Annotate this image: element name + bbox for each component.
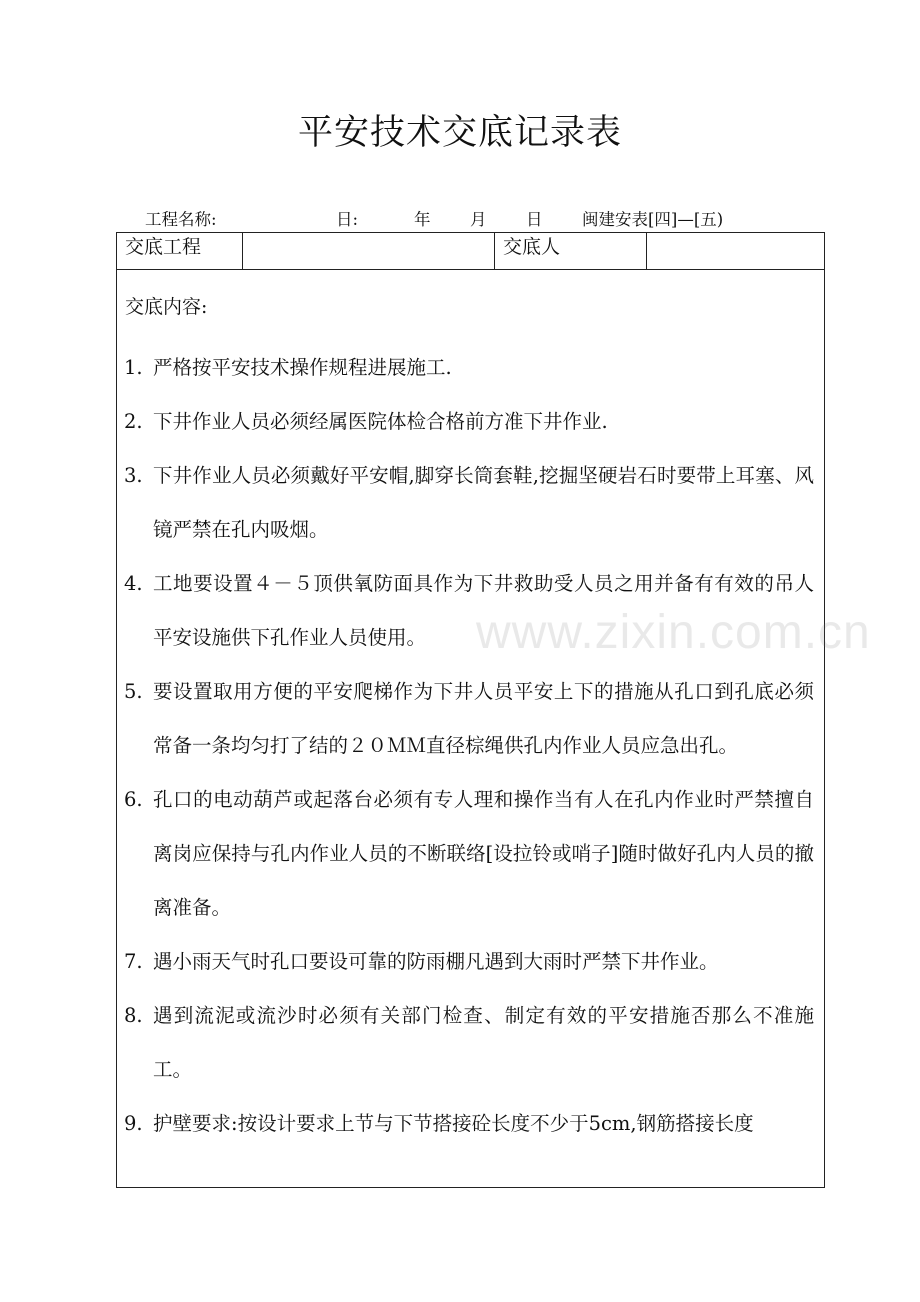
item-number: 3. xyxy=(124,464,143,487)
item-number: 2. xyxy=(124,410,143,433)
table-header-row xyxy=(117,233,824,270)
project-label-cell xyxy=(117,233,243,269)
item-text: 下井作业人员必须经属医院体检合格前方准下井作业. xyxy=(153,410,608,433)
record-table xyxy=(116,232,825,1188)
form-code: 闽建安表[四]—[五) xyxy=(582,210,724,229)
list-item xyxy=(124,989,814,1097)
meta-row xyxy=(0,206,920,234)
list-item xyxy=(124,1097,814,1151)
item-number: 1. xyxy=(124,356,143,379)
item-text: 严格按平安技术操作规程进展施工. xyxy=(153,356,452,379)
item-number: 4. xyxy=(124,572,143,595)
item-number: 8. xyxy=(124,1004,143,1027)
item-text: 遇小雨天气时孔口要设可靠的防雨棚凡遇到大雨时严禁下井作业。 xyxy=(153,950,719,973)
list-item xyxy=(124,395,814,449)
project-value-cell[interactable] xyxy=(243,233,495,269)
item-text: 工地要设置４－５顶供氧防面具作为下井救助受人员之用并备有有效的吊人平安设施供下孔作业人员使用。 xyxy=(153,572,814,649)
item-text: 要设置取用方便的平安爬梯作为下井人员平安上下的措施从孔口到孔底必须常备一条均匀打了结的２０ＭＭ直径棕绳供孔内作业人员应急出孔。 xyxy=(153,680,814,757)
list-item xyxy=(124,773,814,935)
item-text: 遇到流泥或流沙时必须有关部门检查、制定有效的平安措施否那么不准施工。 xyxy=(153,1004,814,1081)
year-label: 年 xyxy=(414,210,431,229)
item-number: 5. xyxy=(124,680,143,703)
instruction-list xyxy=(124,341,814,1151)
item-number: 7. xyxy=(124,950,143,973)
project-label: 交底工程 xyxy=(125,236,202,258)
date-label: 日: xyxy=(336,210,359,229)
list-item xyxy=(124,665,814,773)
month-label: 月 xyxy=(470,210,487,229)
watermark: www.zixin.com.cn xyxy=(476,606,871,659)
day-label: 日 xyxy=(526,210,543,229)
item-number: 6. xyxy=(124,788,143,811)
item-text: 护壁要求:按设计要求上节与下节搭接砼长度不少于5cm,钢筋搭接长度 xyxy=(153,1112,754,1135)
list-item xyxy=(124,341,814,395)
item-number: 9. xyxy=(124,1112,143,1135)
list-item xyxy=(124,449,814,557)
item-text: 孔口的电动葫芦或起落台必须有专人理和操作当有人在孔内作业时严禁擅自离岗应保持与孔内作业人员的不断联络[设拉铃或哨子]随时做好孔内人员的撤离准备。 xyxy=(153,788,814,919)
person-label-cell xyxy=(495,233,647,269)
page-title: 平安技术交底记录表 xyxy=(297,113,622,153)
person-value-cell[interactable] xyxy=(647,233,824,269)
item-text: 下井作业人员必须戴好平安帽,脚穿长筒套鞋,挖掘坚硬岩石时要带上耳塞、风镜严禁在孔内吸烟。 xyxy=(153,464,814,541)
person-label: 交底人 xyxy=(503,236,561,258)
content-label: 交底内容: xyxy=(125,296,208,318)
project-name-label: 工程名称: xyxy=(145,210,217,229)
list-item xyxy=(124,935,814,989)
